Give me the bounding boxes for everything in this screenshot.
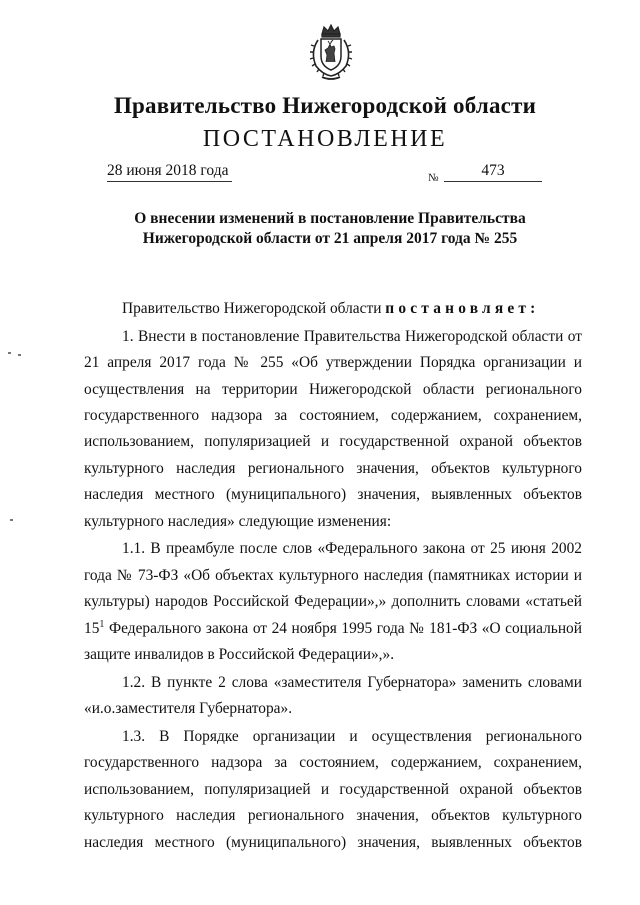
document-body <box>84 296 582 857</box>
paragraph-1-1 <box>84 536 582 668</box>
body-line: 1.2. В пункте 2 слова «заместителя Губернатора» заменить словами <box>122 673 582 691</box>
body-line: года № 73-ФЗ «Об объектах культурного наследия (памятниках истории и <box>84 566 582 584</box>
body-line: культурного наследия регионального значения, объектов культурного <box>84 459 582 477</box>
document-type: ПОСТАНОВЛЕНИЕ <box>202 126 448 152</box>
preamble-text: Правительство Нижегородской области <box>122 300 382 317</box>
decree-word: постановляет: <box>385 300 540 317</box>
body-line: 21 апреля 2017 года № 255 «Об утверждении Порядка организации и <box>84 354 582 372</box>
paragraph-1 <box>84 324 582 535</box>
body-line: «и.о.заместителя Губернатора». <box>84 700 293 718</box>
scan-speck <box>10 519 13 521</box>
article-superscript: 1 <box>99 618 105 630</box>
body-line: осуществления на территории Нижегородской области регионального <box>84 380 582 398</box>
document-number: 473 <box>444 162 542 182</box>
coat-of-arms-icon <box>300 22 362 84</box>
body-line: государственного надзора за состоянием, содержанием, сохранением, <box>84 407 582 425</box>
body-line: наследия местного (муниципального) значения, выявленных объектов <box>84 486 582 504</box>
title-line: О внесении изменений в постановление Правительства <box>134 210 526 227</box>
scan-speck <box>8 352 11 354</box>
paragraph-1-3 <box>84 724 582 856</box>
number-sign: № <box>428 172 439 184</box>
body-line: 1. Внести в постановление Правительства Нижегородской области от <box>122 327 582 345</box>
preamble-paragraph <box>84 296 582 322</box>
title-line: Нижегородской области от 21 апреля 2017 года № 255 <box>142 230 518 247</box>
authority-name: Правительство Нижегородской области <box>113 93 537 118</box>
body-line: культурного наследия» следующие изменения: <box>84 512 392 530</box>
body-line: культуры) народов Российской Федерации»,» дополнить словами «статьей <box>84 593 582 611</box>
scan-speck <box>18 354 21 356</box>
article-text: Федерального закона от 24 ноября 1995 года № 181-ФЗ «О социальной <box>104 619 582 637</box>
body-line: государственного надзора за состоянием, содержанием, сохранением, <box>84 754 582 772</box>
body-line <box>84 616 582 642</box>
paragraph-1-2 <box>84 670 582 723</box>
body-line <box>84 296 582 322</box>
article-number: 15 <box>84 619 100 637</box>
body-line: культурного наследия регионального значения, объектов культурного <box>84 807 582 825</box>
document-title <box>70 209 590 249</box>
body-line: 1.3. В Порядке организации и осуществления регионального <box>122 728 582 746</box>
body-line: наследия местного (муниципального) значения, выявленных объектов <box>84 833 582 851</box>
document-date: 28 июня 2018 года <box>107 162 232 182</box>
body-line: 1.1. В преамбуле после слов «Федерального закона от 25 июня 2002 <box>122 540 582 558</box>
body-line: использованием, популяризацией и государственной охраной объектов <box>84 433 582 451</box>
body-line: использованием, популяризацией и государственной охраной объектов <box>84 780 582 798</box>
body-line: защите инвалидов в Российской Федерации»,». <box>84 646 395 664</box>
